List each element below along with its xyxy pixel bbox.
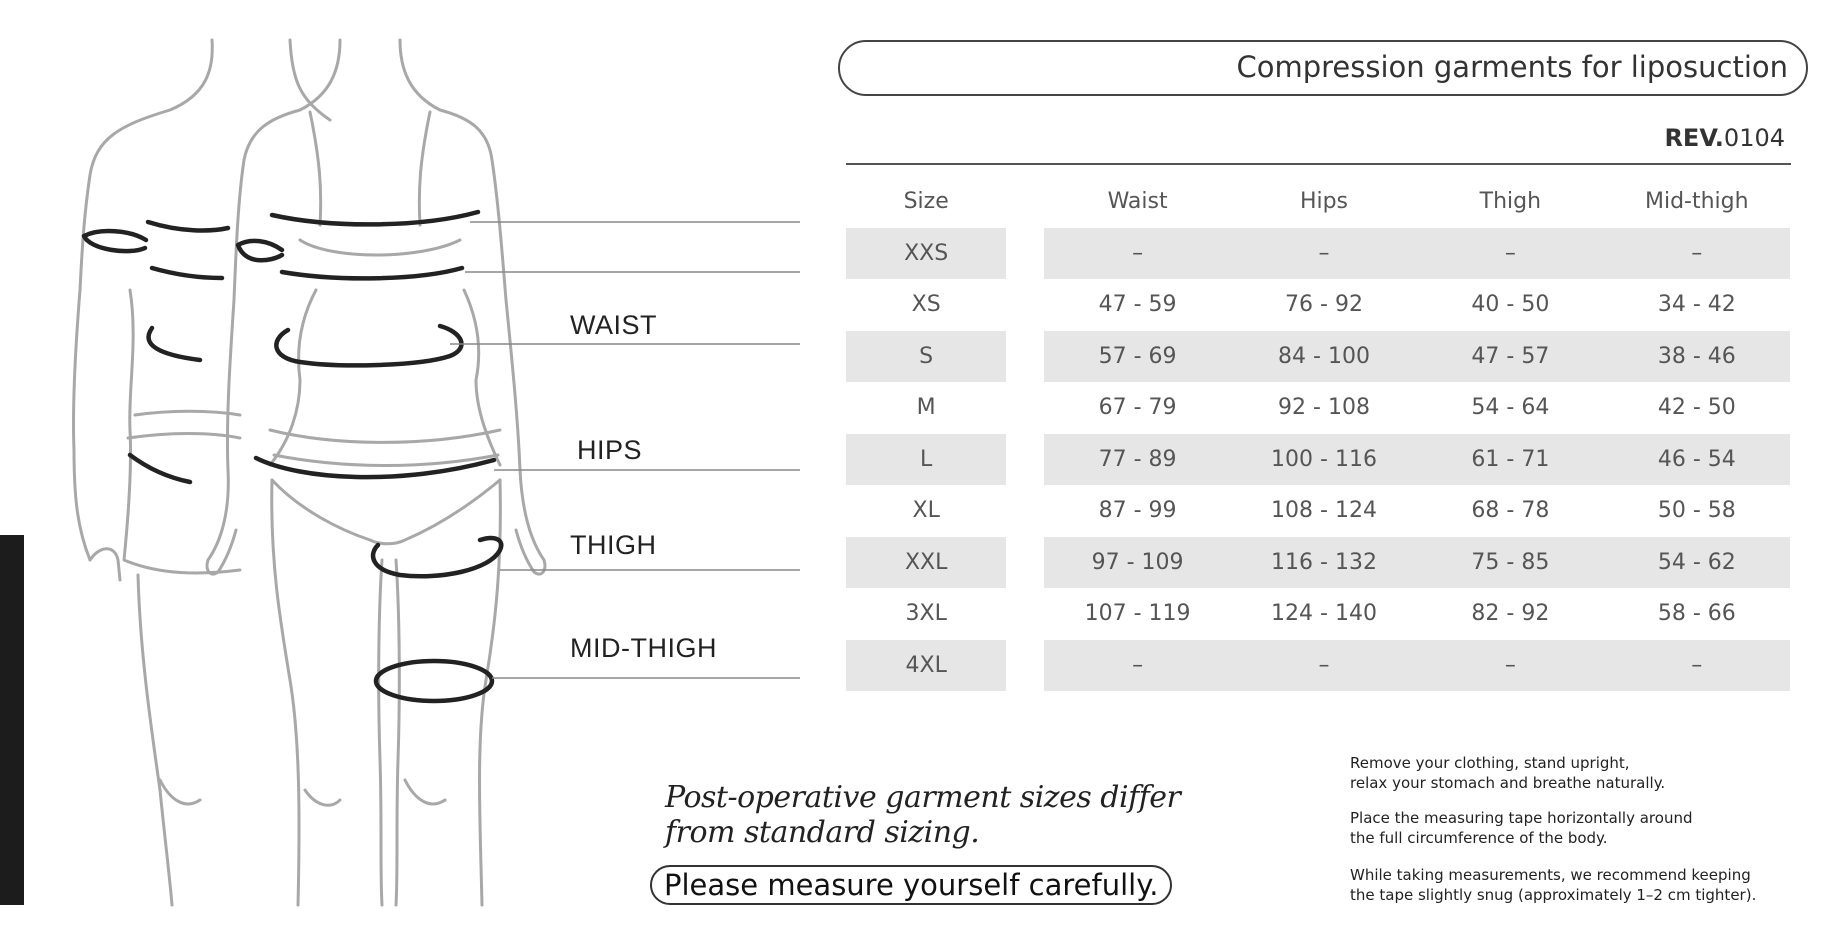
hips-cell: 100 - 116 — [1231, 434, 1417, 486]
waist-cell: 87 - 99 — [1098, 498, 1177, 524]
instruction-line: the full circumference of the body. — [1350, 829, 1608, 847]
table-row — [846, 537, 1790, 589]
revision-code — [1664, 124, 1785, 152]
column-gap — [1006, 382, 1044, 434]
female-waist-band — [276, 326, 461, 365]
label-hips: HIPS — [577, 435, 643, 465]
column-gap — [1006, 588, 1044, 640]
label-thigh: THIGH — [570, 530, 657, 560]
female-arm-band — [238, 241, 282, 260]
table-row — [846, 485, 1790, 537]
instruction-line: the tape slightly snug (approximately 1–2 cm tighter). — [1350, 886, 1757, 904]
size-cell: M — [916, 395, 936, 421]
mid-thigh-cell: – — [1604, 640, 1790, 692]
size-cell: XXS — [846, 228, 1006, 280]
thigh-cell: 82 - 92 — [1471, 601, 1550, 627]
instruction-block — [1350, 865, 1756, 905]
thigh-cell: – — [1417, 228, 1603, 280]
table-row — [846, 640, 1790, 692]
thigh-cell: 40 - 50 — [1471, 292, 1550, 318]
column-gap — [1006, 331, 1044, 383]
hips-cell: 124 - 140 — [1271, 601, 1377, 627]
sizing-note — [665, 780, 1180, 850]
table-row — [846, 331, 1790, 383]
hips-cell: 108 - 124 — [1271, 498, 1377, 524]
size-cell: XL — [912, 498, 940, 524]
instruction-block — [1350, 808, 1692, 848]
column-gap — [1006, 537, 1044, 589]
header-mid-thigh: Mid-thigh — [1644, 189, 1749, 215]
thigh-cell: 47 - 57 — [1417, 331, 1603, 383]
table-header-row — [846, 176, 1790, 228]
mid-thigh-cell: 58 - 66 — [1657, 601, 1736, 627]
header-hips: Hips — [1299, 189, 1349, 215]
size-cell: L — [846, 434, 1006, 486]
thigh-cell: 68 - 78 — [1471, 498, 1550, 524]
table-row — [846, 588, 1790, 640]
table-row — [846, 228, 1790, 280]
instruction-line: Remove your clothing, stand upright, — [1350, 754, 1630, 772]
waist-cell: 97 - 109 — [1044, 537, 1230, 589]
instruction-block — [1350, 753, 1665, 793]
waist-cell: 107 - 119 — [1084, 601, 1191, 627]
header-size: Size — [903, 189, 949, 215]
mid-thigh-cell: 34 - 42 — [1657, 292, 1736, 318]
title-banner — [838, 40, 1808, 96]
female-figure-outline — [207, 40, 340, 574]
column-gap — [1006, 228, 1044, 280]
size-cell: XS — [911, 292, 941, 318]
male-hip-band — [149, 328, 200, 360]
column-gap — [1006, 279, 1044, 331]
thigh-cell: 61 - 71 — [1417, 434, 1603, 486]
size-cell: S — [846, 331, 1006, 383]
instruction-line: relax your stomach and breathe naturally. — [1350, 774, 1666, 792]
thigh-cell: – — [1417, 640, 1603, 692]
mid-thigh-cell: 54 - 62 — [1604, 537, 1790, 589]
sizing-note-line-1: Post-operative garment sizes differ — [665, 780, 1181, 815]
male-arm-band — [84, 231, 146, 251]
hips-cell: 76 - 92 — [1285, 292, 1363, 318]
table-row — [846, 434, 1790, 486]
measure-carefully-pill: Please measure yourself carefully. — [650, 865, 1172, 905]
size-cell: 3XL — [905, 601, 947, 627]
column-gap — [1006, 485, 1044, 537]
male-figure-outline — [73, 40, 330, 560]
table-row — [846, 279, 1790, 331]
male-chest-band — [148, 222, 228, 230]
waist-cell: – — [1044, 228, 1230, 280]
instruction-line: Place the measuring tape horizontally around — [1350, 809, 1693, 827]
waist-cell: – — [1044, 640, 1230, 692]
female-mid-thigh-band — [376, 661, 492, 701]
male-waist-band — [152, 268, 222, 278]
header-waist: Waist — [1107, 189, 1168, 215]
hips-cell: 116 - 132 — [1231, 537, 1417, 589]
male-thigh-band — [130, 455, 190, 482]
hips-cell: 84 - 100 — [1231, 331, 1417, 383]
revision-number: 0104 — [1723, 124, 1785, 152]
mid-thigh-cell: 42 - 50 — [1657, 395, 1736, 421]
header-divider — [846, 163, 1791, 165]
mid-thigh-cell: – — [1604, 228, 1790, 280]
size-cell: 4XL — [846, 640, 1006, 692]
thigh-cell: 54 - 64 — [1471, 395, 1550, 421]
mid-thigh-cell: 50 - 58 — [1657, 498, 1736, 524]
hips-cell: – — [1231, 640, 1417, 692]
table-row — [846, 382, 1790, 434]
mid-thigh-cell: 46 - 54 — [1604, 434, 1790, 486]
hips-cell: 92 - 108 — [1278, 395, 1370, 421]
page-title: Compression garments for liposuction — [1236, 50, 1788, 84]
column-gap — [1006, 434, 1044, 486]
mid-thigh-cell: 38 - 46 — [1604, 331, 1790, 383]
waist-cell: 47 - 59 — [1098, 292, 1177, 318]
column-gap — [1006, 176, 1044, 228]
label-waist: WAIST — [570, 310, 657, 340]
size-chart-table — [846, 176, 1790, 691]
waist-cell: 77 - 89 — [1044, 434, 1230, 486]
column-gap — [1006, 640, 1044, 692]
label-mid-thigh: MID-THIGH — [570, 633, 717, 663]
revision-prefix: REV. — [1664, 124, 1724, 152]
thigh-cell: 75 - 85 — [1417, 537, 1603, 589]
female-bust-band — [272, 212, 478, 224]
waist-cell: 57 - 69 — [1044, 331, 1230, 383]
waist-cell: 67 - 79 — [1098, 395, 1177, 421]
size-cell: XXL — [846, 537, 1006, 589]
hips-cell: – — [1231, 228, 1417, 280]
female-underbust-band — [282, 268, 462, 278]
sizing-note-line-2: from standard sizing. — [665, 815, 980, 850]
instruction-line: While taking measurements, we recommend keeping — [1350, 866, 1751, 884]
header-thigh: Thigh — [1479, 189, 1542, 215]
